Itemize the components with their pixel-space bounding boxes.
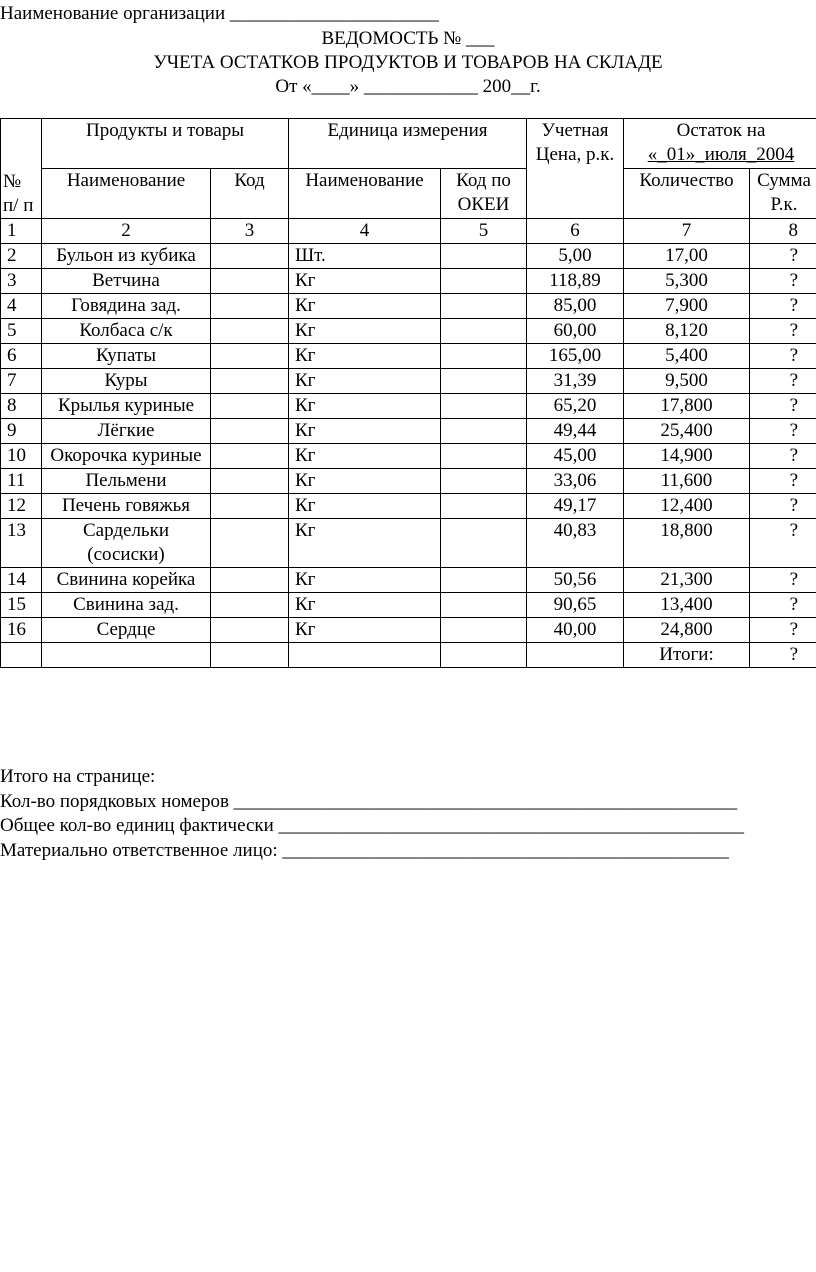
row-number-cell: 7: [1, 369, 42, 394]
unit-okei-cell: [441, 294, 527, 319]
quantity-cell: 13,400: [624, 593, 750, 618]
table-row: [1, 244, 816, 269]
row-number-cell: 12: [1, 494, 42, 519]
row-number-cell: 5: [1, 319, 42, 344]
product-name-cell: Окорочка куриные: [42, 444, 211, 469]
sum-cell: ?: [750, 469, 816, 494]
empty-cell: [42, 643, 211, 668]
quantity-cell: 8,120: [624, 319, 750, 344]
header-price: Учетная Цена, р.к.: [527, 119, 624, 219]
count-line: Кол-во порядковых номеров _____________________________________________________: [0, 791, 738, 812]
unit-name-cell: Кг: [289, 593, 441, 618]
unit-name-cell: Кг: [289, 618, 441, 643]
sum-cell: ?: [750, 419, 816, 444]
column-number: 1: [1, 219, 42, 244]
empty-cell: [527, 643, 624, 668]
product-code-cell: [211, 469, 289, 494]
header-number: № п/ п: [1, 119, 42, 219]
quantity-cell: 5,300: [624, 269, 750, 294]
column-number: 2: [42, 219, 211, 244]
header-unit-name: Наименование: [289, 169, 441, 219]
price-cell: 49,17: [527, 494, 624, 519]
empty-cell: [211, 643, 289, 668]
table-subheader-row: [1, 169, 816, 219]
product-code-cell: [211, 444, 289, 469]
unit-okei-cell: [441, 394, 527, 419]
header-balance-label: Остаток на: [676, 120, 766, 141]
product-code-cell: [211, 568, 289, 593]
product-name-cell: Печень говяжья: [42, 494, 211, 519]
product-code-cell: [211, 519, 289, 568]
empty-cell: [1, 643, 42, 668]
price-cell: 40,00: [527, 618, 624, 643]
document-subtitle: УЧЕТА ОСТАТКОВ ПРОДУКТОВ И ТОВАРОВ НА СКЛАДЕ: [153, 52, 663, 73]
header-product-name: Наименование: [42, 169, 211, 219]
unit-okei-cell: [441, 519, 527, 568]
header-unit-okei: Код по ОКЕИ: [441, 169, 527, 219]
product-name-cell: Крылья куриные: [42, 394, 211, 419]
product-code-cell: [211, 419, 289, 444]
price-cell: 90,65: [527, 593, 624, 618]
price-cell: 45,00: [527, 444, 624, 469]
table-row: [1, 269, 816, 294]
product-name-cell: Купаты: [42, 344, 211, 369]
unit-okei-cell: [441, 369, 527, 394]
sum-cell: ?: [750, 394, 816, 419]
unit-name-cell: Шт.: [289, 244, 441, 269]
unit-name-cell: Кг: [289, 444, 441, 469]
column-number-row: [1, 219, 816, 244]
product-code-cell: [211, 344, 289, 369]
price-cell: 50,56: [527, 568, 624, 593]
unit-name-cell: Кг: [289, 469, 441, 494]
organization-line: Наименование организации ______________________: [0, 3, 439, 24]
product-name-cell: Куры: [42, 369, 211, 394]
column-number: 3: [211, 219, 289, 244]
unit-okei-cell: [441, 419, 527, 444]
column-number: 4: [289, 219, 441, 244]
quantity-cell: 11,600: [624, 469, 750, 494]
row-number-cell: 4: [1, 294, 42, 319]
totals-row: [1, 643, 816, 668]
page-total-label: Итого на странице:: [0, 766, 156, 787]
sum-cell: ?: [750, 294, 816, 319]
unit-name-cell: Кг: [289, 568, 441, 593]
unit-name-cell: Кг: [289, 419, 441, 444]
quantity-cell: 25,400: [624, 419, 750, 444]
product-code-cell: [211, 593, 289, 618]
table-row: [1, 494, 816, 519]
table-row: [1, 568, 816, 593]
product-code-cell: [211, 269, 289, 294]
column-number: 7: [624, 219, 750, 244]
product-name-cell: Свинина корейка: [42, 568, 211, 593]
sum-cell: ?: [750, 369, 816, 394]
quantity-cell: 17,800: [624, 394, 750, 419]
unit-name-cell: Кг: [289, 394, 441, 419]
document-title: ВЕДОМОСТЬ № ___: [321, 28, 495, 49]
quantity-cell: 17,00: [624, 244, 750, 269]
unit-okei-cell: [441, 444, 527, 469]
product-code-cell: [211, 294, 289, 319]
header-products: Продукты и товары: [42, 119, 289, 169]
table-row: [1, 519, 816, 568]
product-code-cell: [211, 244, 289, 269]
sum-cell: ?: [750, 344, 816, 369]
row-number-cell: 10: [1, 444, 42, 469]
product-name-cell: Сердце: [42, 618, 211, 643]
sum-cell: ?: [750, 244, 816, 269]
table-row: [1, 444, 816, 469]
price-cell: 60,00: [527, 319, 624, 344]
unit-okei-cell: [441, 269, 527, 294]
row-number-cell: 8: [1, 394, 42, 419]
quantity-cell: 7,900: [624, 294, 750, 319]
product-name-cell: Говядина зад.: [42, 294, 211, 319]
sum-cell: ?: [750, 568, 816, 593]
product-code-cell: [211, 394, 289, 419]
price-cell: 5,00: [527, 244, 624, 269]
header-quantity: Количество: [624, 169, 750, 219]
table-row: [1, 469, 816, 494]
unit-okei-cell: [441, 344, 527, 369]
sum-cell: ?: [750, 593, 816, 618]
totals-value: ?: [750, 643, 816, 668]
unit-okei-cell: [441, 469, 527, 494]
sum-cell: ?: [750, 519, 816, 568]
sum-cell: ?: [750, 319, 816, 344]
table-row: [1, 593, 816, 618]
table-row: [1, 294, 816, 319]
table-row: [1, 319, 816, 344]
responsible-line: Материально ответственное лицо: _______________________________________________: [0, 840, 729, 861]
product-name-cell: Колбаса с/к: [42, 319, 211, 344]
table-header-row: [1, 119, 816, 169]
row-number-cell: 15: [1, 593, 42, 618]
product-name-cell: Свинина зад.: [42, 593, 211, 618]
quantity-cell: 21,300: [624, 568, 750, 593]
column-number: 8: [750, 219, 816, 244]
unit-name-cell: Кг: [289, 369, 441, 394]
product-name-cell: Сардельки (сосиски): [42, 519, 211, 568]
product-name-cell: Бульон из кубика: [42, 244, 211, 269]
product-code-cell: [211, 494, 289, 519]
price-cell: 33,06: [527, 469, 624, 494]
header-balance: [624, 119, 816, 169]
quantity-cell: 5,400: [624, 344, 750, 369]
unit-name-cell: Кг: [289, 319, 441, 344]
sum-cell: ?: [750, 269, 816, 294]
table-row: [1, 394, 816, 419]
unit-okei-cell: [441, 568, 527, 593]
totals-label: Итоги:: [624, 643, 750, 668]
column-number: 5: [441, 219, 527, 244]
row-number-cell: 3: [1, 269, 42, 294]
unit-okei-cell: [441, 319, 527, 344]
unit-okei-cell: [441, 593, 527, 618]
quantity-cell: 18,800: [624, 519, 750, 568]
price-cell: 49,44: [527, 419, 624, 444]
price-cell: 165,00: [527, 344, 624, 369]
quantity-cell: 24,800: [624, 618, 750, 643]
unit-okei-cell: [441, 494, 527, 519]
table-row: [1, 369, 816, 394]
product-code-cell: [211, 369, 289, 394]
product-code-cell: [211, 319, 289, 344]
row-number-cell: 14: [1, 568, 42, 593]
unit-name-cell: Кг: [289, 344, 441, 369]
unit-name-cell: Кг: [289, 519, 441, 568]
product-name-cell: Лёгкие: [42, 419, 211, 444]
header-balance-date: «_01»_июля_2004: [647, 144, 795, 165]
price-cell: 85,00: [527, 294, 624, 319]
sum-cell: ?: [750, 494, 816, 519]
units-line: Общее кол-во единиц фактически _________________________________________________: [0, 815, 745, 836]
empty-cell: [441, 643, 527, 668]
empty-cell: [289, 643, 441, 668]
table-row: [1, 618, 816, 643]
table-row: [1, 344, 816, 369]
price-cell: 40,83: [527, 519, 624, 568]
price-cell: 31,39: [527, 369, 624, 394]
unit-name-cell: Кг: [289, 494, 441, 519]
row-number-cell: 13: [1, 519, 42, 568]
row-number-cell: 16: [1, 618, 42, 643]
quantity-cell: 9,500: [624, 369, 750, 394]
header-sum: Сумма Р.к.: [750, 169, 816, 219]
inventory-table: [0, 118, 816, 668]
row-number-cell: 6: [1, 344, 42, 369]
price-cell: 65,20: [527, 394, 624, 419]
unit-name-cell: Кг: [289, 294, 441, 319]
sum-cell: ?: [750, 618, 816, 643]
price-cell: 118,89: [527, 269, 624, 294]
product-name-cell: Ветчина: [42, 269, 211, 294]
unit-okei-cell: [441, 244, 527, 269]
row-number-cell: 11: [1, 469, 42, 494]
quantity-cell: 12,400: [624, 494, 750, 519]
sum-cell: ?: [750, 444, 816, 469]
product-name-cell: Пельмени: [42, 469, 211, 494]
document-date-line: От «____» ____________ 200__г.: [275, 76, 541, 97]
quantity-cell: 14,900: [624, 444, 750, 469]
header-units: Единица измерения: [289, 119, 527, 169]
unit-okei-cell: [441, 618, 527, 643]
column-number: 6: [527, 219, 624, 244]
row-number-cell: 9: [1, 419, 42, 444]
unit-name-cell: Кг: [289, 269, 441, 294]
product-code-cell: [211, 618, 289, 643]
table-row: [1, 419, 816, 444]
row-number-cell: 2: [1, 244, 42, 269]
header-product-code: Код: [211, 169, 289, 219]
